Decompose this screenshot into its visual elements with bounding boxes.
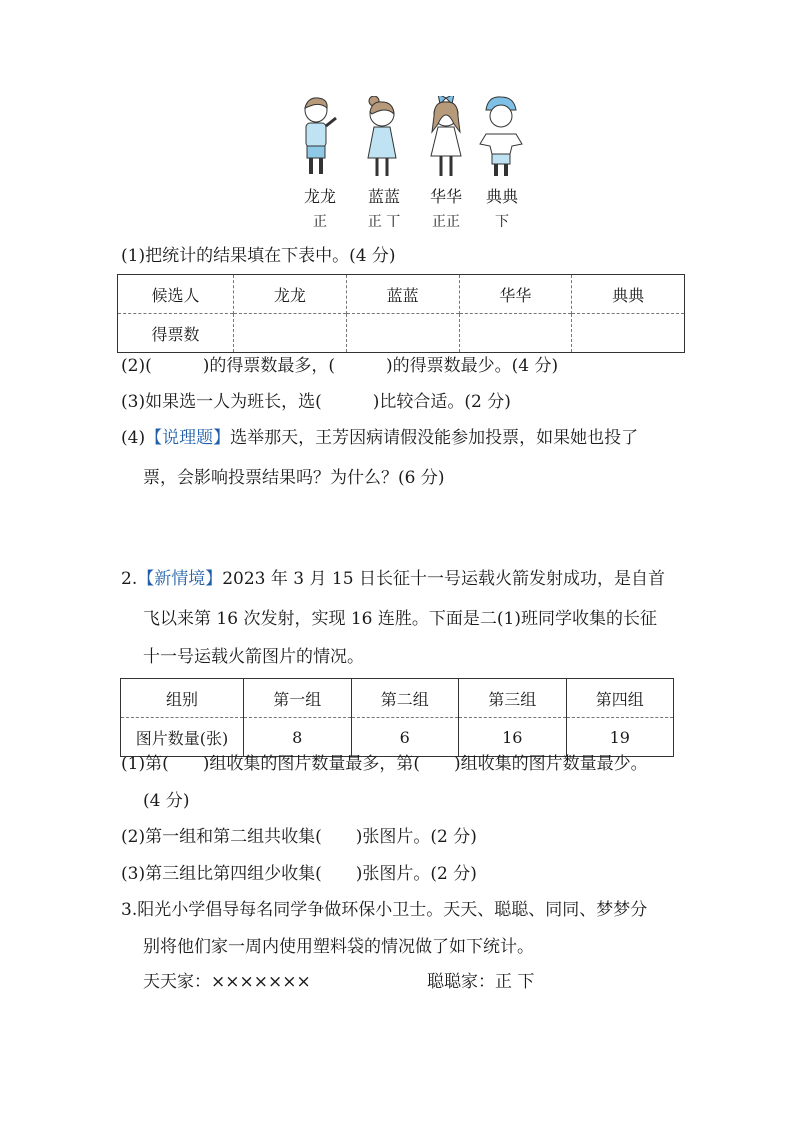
picture-table-header: 第四组	[566, 679, 674, 718]
picture-table-row-label: 图片数量(张)	[135, 728, 229, 748]
picture-table-header: 第一组	[244, 679, 352, 718]
q2-part2: (2)第一组和第二组共收集( )张图片。(2 分)	[121, 827, 477, 847]
tally-longlong: 正	[313, 214, 327, 230]
picture-count-cell: 16	[459, 718, 567, 757]
vote-count-cell[interactable]	[234, 314, 347, 353]
vote-table-header: 华华	[459, 275, 572, 314]
candidate-name-diandian: 典典	[485, 187, 518, 206]
q1-part4-number: (4)	[121, 428, 146, 448]
congcong-marks: 正 下	[495, 972, 535, 992]
picture-count-cell: 6	[351, 718, 459, 757]
picture-count-cell: 19	[566, 718, 674, 757]
q3-tiantian	[143, 970, 311, 994]
q2-part1: (1)第( )组收集的图片数量最多，第( )组收集的图片数量最少。	[121, 754, 648, 774]
q2-text-line1: 2023 年 3 月 15 日长征十一号运载火箭发射成功，是自首	[222, 569, 665, 589]
vote-table	[117, 274, 685, 353]
kid-lanlan-illustration	[360, 96, 406, 181]
kid-huahua-illustration	[424, 96, 470, 181]
picture-table-header: 第三组	[459, 679, 567, 718]
tally-huahua: 正正	[432, 214, 460, 230]
q3-text-line1: 3.阳光小学倡导每名同学争做环保小卫士。天天、聪聪、同同、梦梦分	[121, 900, 648, 920]
congcong-label: 聪聪家：	[427, 972, 495, 992]
vote-table-row-label: 得票数	[118, 314, 234, 353]
tally-diandian: 下	[495, 214, 509, 230]
vote-table-header: 候选人	[151, 285, 200, 305]
picture-table-header: 第二组	[351, 679, 459, 718]
kid-diandian-illustration	[478, 96, 524, 181]
q1-part3: (3)如果选一人为班长，选( )比较合适。(2 分)	[121, 392, 511, 412]
vote-count-cell[interactable]	[572, 314, 685, 353]
candidate-name-longlong: 龙龙	[303, 187, 336, 206]
q2-new-context-tag: 【新情境】	[137, 569, 223, 589]
q3-congcong	[427, 970, 534, 994]
vote-table-header: 龙龙	[234, 275, 347, 314]
q2-text-line3: 十一号运载火箭图片的情况。	[143, 647, 364, 667]
kid-longlong-illustration	[296, 96, 342, 181]
q1-part4-continued: 票，会影响投票结果吗？为什么？(6 分)	[143, 468, 445, 488]
q1-part4-text: 选举那天，王芳因病请假没能参加投票，如果她也投了	[230, 428, 639, 448]
vote-table-header: 典典	[572, 275, 685, 314]
candidate-name-lanlan: 蓝蓝	[367, 187, 400, 206]
q2-number: 2.	[121, 569, 138, 589]
q1-part4	[121, 426, 638, 450]
vote-table-header: 蓝蓝	[346, 275, 459, 314]
q2-intro	[121, 567, 665, 591]
q3-text-line2: 别将他们家一周内使用塑料袋的情况做了如下统计。	[143, 937, 534, 957]
q1-part2: (2)( )的得票数最多，( )的得票数最少。(4 分)	[121, 356, 559, 376]
picture-table	[120, 678, 674, 757]
candidate-name-huahua: 华华	[429, 187, 462, 206]
vote-count-cell[interactable]	[459, 314, 572, 353]
q1-reasoning-tag: 【说理题】	[145, 428, 231, 448]
tiantian-marks: ×××××××	[211, 972, 311, 992]
picture-table-header: 组别	[121, 679, 244, 718]
q2-text-line2: 飞以来第 16 次发射，实现 16 连胜。下面是二(1)班同学收集的长征	[143, 609, 657, 629]
tally-lanlan: 正 丅	[367, 214, 401, 230]
tiantian-label: 天天家：	[143, 972, 211, 992]
q2-part1-score: (4 分)	[143, 791, 190, 811]
q2-part3: (3)第三组比第四组少收集( )张图片。(2 分)	[121, 864, 477, 884]
vote-count-cell[interactable]	[346, 314, 459, 353]
q1-part1: (1)把统计的结果填在下表中。(4 分)	[121, 246, 396, 266]
picture-count-cell: 8	[244, 718, 352, 757]
